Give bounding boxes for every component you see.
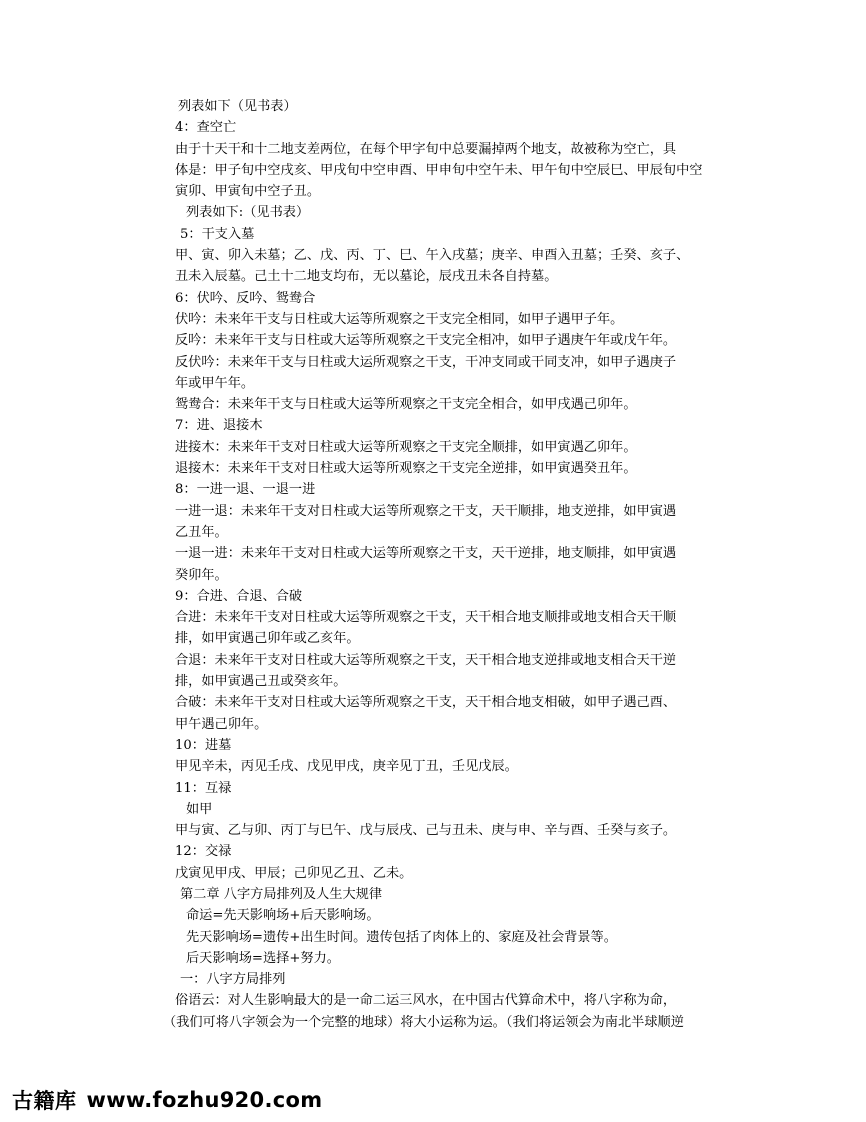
- section-heading: 8：一进一退、一退一进: [175, 482, 316, 498]
- text-line: 甲、寅、卯入未墓；乙、戊、丙、丁、巳、午入戌墓；庚辛、申酉入丑墓；壬癸、亥子、: [175, 248, 690, 264]
- text-line: 列表如下（见书表）: [178, 99, 297, 114]
- text-line: 甲见辛未，丙见壬戌、戊见甲戌，庚辛见丁丑，壬见戊辰。: [175, 759, 518, 775]
- text-line: 反吟：未来年干支与日柱或大运等所观察之干支完全相冲，如甲子遇庚午年或戊午年。: [175, 333, 677, 349]
- footer-site-url: www.fozhu920.com: [86, 1088, 323, 1112]
- text-line: 列表如下:（见书表）: [186, 205, 310, 221]
- text-line: （我们可将八字领会为一个完整的地球）将大小运称为运。（我们将运领会为南北半球顺逆: [163, 1014, 684, 1030]
- text-line: 退接木：未来年干支对日柱或大运等所观察之干支完全逆排，如甲寅遇癸丑年。: [175, 461, 637, 477]
- text-line: 排，如甲寅遇己卯年或乙亥年。: [175, 631, 360, 647]
- section-heading: 5：干支入墓: [180, 226, 255, 242]
- text-line: 由于十天干和十二地支差两位，在每个甲字旬中总要漏掉两个地支，故被称为空亡，具: [175, 141, 677, 157]
- section-heading: 4：查空亡: [175, 120, 237, 136]
- text-line: 甲午遇己卯年。: [175, 716, 268, 732]
- text-line: 一进一退：未来年干支对日柱或大运等所观察之干支，天干顺排，地支逆排，如甲寅遇: [175, 503, 677, 519]
- text-line: 合破：未来年干支对日柱或大运等所观察之干支，天干相合地支相破，如甲子遇己酉、: [175, 695, 677, 711]
- text-line: 年或甲午年。: [175, 375, 255, 391]
- text-line: 乙丑年。: [175, 524, 228, 540]
- text-line: 排，如甲寅遇己丑或癸亥年。: [175, 674, 347, 690]
- text-line: 鸳鸯合：未来年干支与日柱或大运等所观察之干支完全相合，如甲戌遇己卯年。: [175, 397, 637, 413]
- text-line: 合退：未来年干支对日柱或大运等所观察之干支，天干相合地支逆排或地支相合天干逆: [175, 652, 677, 668]
- text-line: 甲与寅、乙与卯、丙丁与巳午、戊与辰戌、己与丑未、庚与申、辛与酉、壬癸与亥子。: [175, 823, 677, 839]
- section-heading: 9：合进、合退、合破: [175, 588, 303, 604]
- section-heading: 10：进墓: [175, 737, 232, 753]
- text-line: 进接木：未来年干支对日柱或大运等所观察之干支完全顺排，如甲寅遇乙卯年。: [175, 439, 637, 455]
- chapter-heading: 第二章 八字方局排列及人生大规律: [180, 886, 383, 902]
- text-line: 癸卯年。: [175, 567, 228, 583]
- text-line: 一退一进：未来年干支对日柱或大运等所观察之干支，天干逆排，地支顺排，如甲寅遇: [175, 546, 677, 562]
- text-line: 寅卯、甲寅旬中空子丑。: [175, 184, 321, 200]
- document-body: [163, 96, 720, 1033]
- text-line: 合进：未来年干支对日柱或大运等所观察之干支，天干相合地支顺排或地支相合天干顺: [175, 610, 677, 626]
- text-line: 如甲: [186, 801, 213, 817]
- text-line: 丑未入辰墓。己土十二地支均布，无以墓论，辰戌丑未各自持墓。: [175, 269, 558, 285]
- section-heading: 一：八字方局排列: [180, 972, 286, 988]
- section-heading: 11：互禄: [175, 780, 232, 796]
- section-heading: 12：交禄: [175, 844, 232, 860]
- text-line: 伏吟：未来年干支与日柱或大运等所观察之干支完全相同，如甲子遇甲子年。: [175, 311, 624, 327]
- text-line: 后天影响场=选择+努力。: [186, 950, 340, 966]
- footer-watermark: [12, 1085, 322, 1115]
- text-line: 命运=先天影响场+后天影响场。: [186, 908, 380, 924]
- text-line: 体是：甲子旬中空戌亥、甲戌旬中空申酉、甲申旬中空午未、甲午旬中空辰巳、甲辰旬中空: [175, 162, 703, 178]
- text-line: 俗语云：对人生影响最大的是一命二运三风水，在中国古代算命术中，将八字称为命，: [175, 993, 677, 1009]
- section-heading: 7：进、退接木: [175, 418, 263, 434]
- text-line: 戊寅见甲戌、甲辰；己卯见乙丑、乙未。: [175, 865, 413, 881]
- footer-brand: 古籍库: [12, 1089, 77, 1113]
- text-line: 反伏吟：未来年干支与日柱或大运所观察之干支，干冲支同或干同支冲，如甲子遇庚子: [175, 354, 677, 370]
- text-line: 先天影响场=遗传+出生时间。遗传包括了肉体上的、家庭及社会背景等。: [186, 929, 617, 945]
- section-heading: 6：伏吟、反吟、鸳鸯合: [175, 290, 316, 306]
